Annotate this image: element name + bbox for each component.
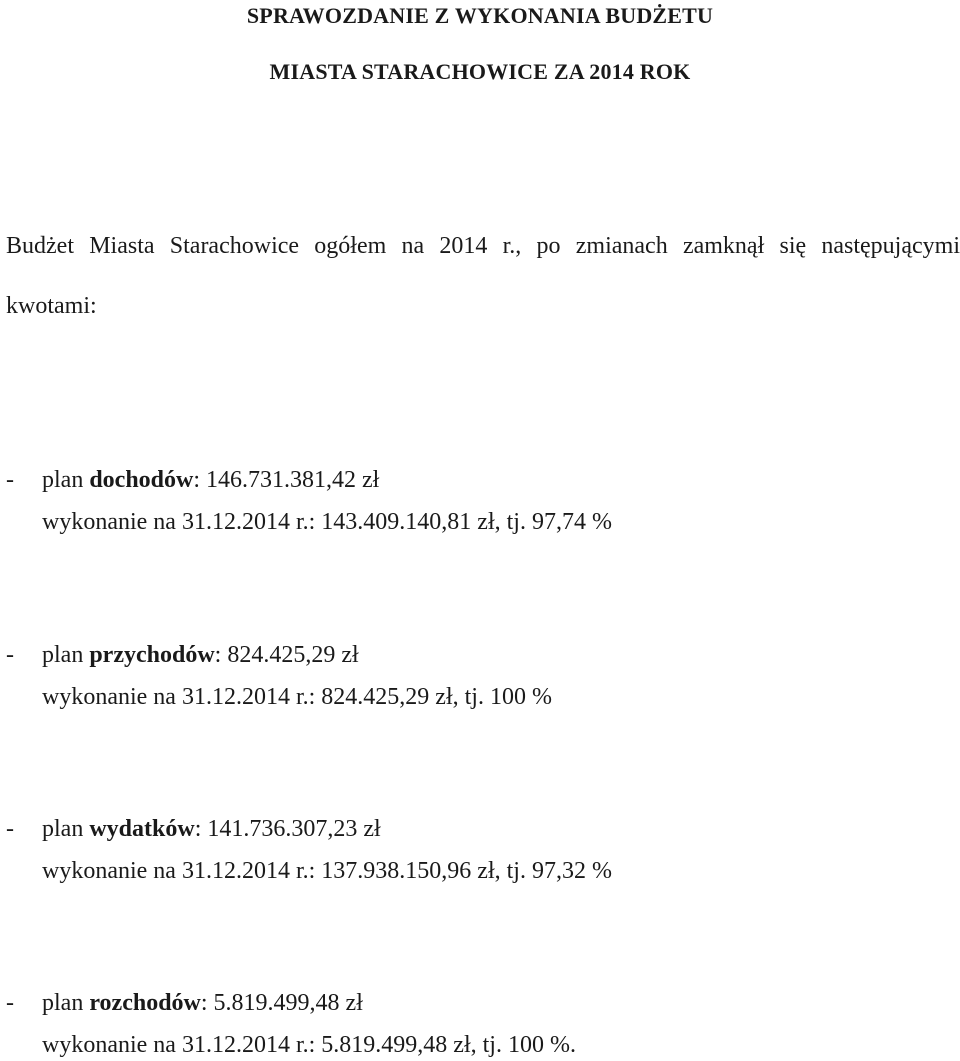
category-label: rozchodów [89,990,201,1016]
list-dash: - [6,990,14,1016]
plan-value: : 824.425,29 zł [214,642,359,668]
document-title-line-2: MIASTA STARACHOWICE ZA 2014 ROK [269,59,691,84]
category-label: dochodów [89,467,194,493]
plan-value: : 5.819.499,48 zł [200,990,363,1016]
plan-prefix: plan [42,467,90,493]
execution-line: wykonanie na 31.12.2014 r.: 824.425,29 zł, tj. 100 % [42,684,552,710]
list-dash: - [6,642,14,668]
execution-line: wykonanie na 31.12.2014 r.: 143.409.140,81 zł, tj. 97,74 % [42,509,612,535]
list-dash: - [6,467,14,493]
category-label: przychodów [89,642,215,668]
plan-prefix: plan [42,816,90,842]
plan-value: : 146.731.381,42 zł [193,467,380,493]
execution-line: wykonanie na 31.12.2014 r.: 137.938.150,96 zł, tj. 97,32 % [42,858,612,884]
intro-text-line-2: kwotami: [6,293,97,319]
intro-text-line-1: Budżet Miasta Starachowice ogółem na 2014 r., po zmianach zamknął się następującymi [6,233,960,259]
plan-value: : 141.736.307,23 zł [194,816,381,842]
category-label: wydatków [89,816,195,842]
plan-prefix: plan [42,642,90,668]
plan-line [6,642,359,669]
plan-prefix: plan [42,990,90,1016]
plan-line [6,990,363,1017]
plan-line [6,467,379,494]
execution-line: wykonanie na 31.12.2014 r.: 5.819.499,48 zł, tj. 100 %. [42,1032,576,1058]
list-dash: - [6,816,14,842]
document-title-line-1: SPRAWOZDANIE Z WYKONANIA BUDŻETU [246,3,714,28]
plan-line [6,816,381,843]
